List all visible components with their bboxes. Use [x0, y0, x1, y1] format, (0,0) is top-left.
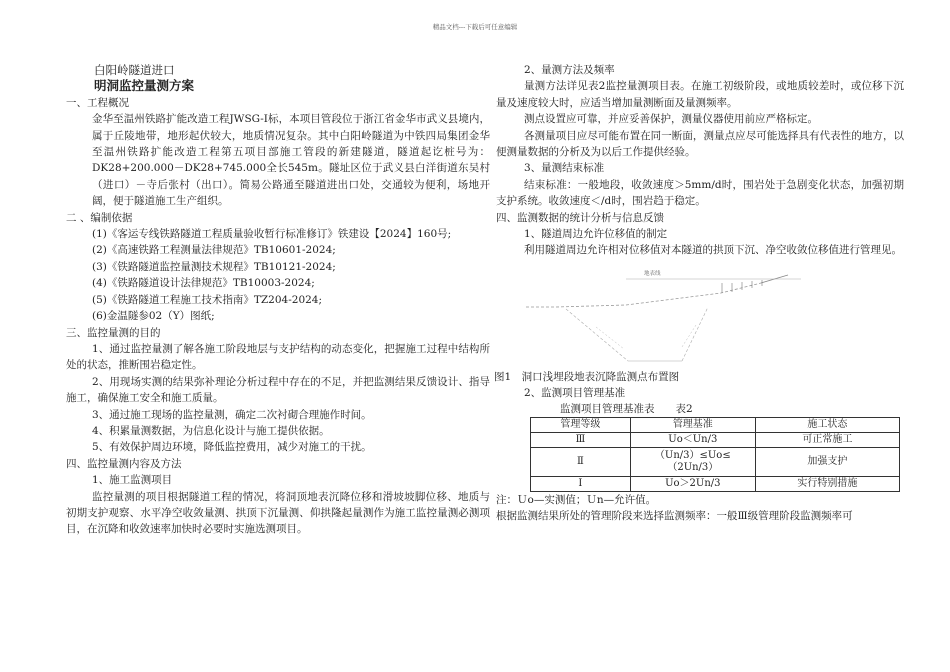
subheading-end-criteria: 3、量测结束标准	[524, 162, 605, 175]
section-heading-basis: 二 、编制依据	[66, 211, 133, 224]
measurement-layout-paragraph: 各测量项目应尽可能布置在同一断面，测量点应尽可能选择具有代表性的地方，以便测量数据的分析及为以后工作提供经验。	[496, 129, 904, 159]
section-heading-content: 四、监控量测内容及方法	[66, 457, 182, 470]
settlement-diagram	[496, 265, 904, 369]
purpose-item: 5、有效保护周边环境，降低监控费用，减少对施工的干扰。	[92, 441, 372, 454]
end-criteria-paragraph: 结束标准：一般地段，收敛速度＞5mm/d时，围岩处于急剧变化状态，加强初期支护系统。收敛速度＜/d时，围岩趋于稳定。	[496, 178, 904, 208]
table-cell: 加强支护	[755, 447, 899, 476]
table-cell: 实行特别措施	[755, 476, 899, 491]
basis-item: (1)《客运专线铁路隧道工程质量验收暂行标准修订》铁建设【2024】160号;	[92, 228, 452, 241]
figure-caption: 图1 洞口浅埋段地表沉降监测点布置图	[494, 370, 680, 383]
table-note: 注：Ｕo—实测值；Ｕn—允许值。	[496, 493, 657, 506]
right-column	[496, 62, 904, 524]
basis-item: (5)《铁路隧道工程施工技术指南》TZ204-2024;	[92, 293, 323, 306]
left-column	[66, 62, 490, 538]
ground-surface-line	[526, 283, 761, 307]
left-slope-line	[566, 309, 628, 361]
method-paragraph: 量测方法详见表2监控量测项目表。在施工初级阶段，或地质较差时，或位移下沉量及速度较大时，应适当增加量测断面及量测频率。	[496, 80, 904, 109]
table-cell: （Un/3）≤Uo≤（2Un/3）	[630, 447, 755, 476]
table-title: 监测项目管理基准表 表2	[560, 402, 693, 415]
doc-title-line2: 明洞监控量测方案	[94, 78, 195, 94]
table-cell: 可正常施工	[755, 432, 899, 447]
purpose-item: 4、积累量测数据，为信息化设计与施工提供依据。	[92, 424, 330, 437]
subheading-method: 2、量测方法及频率	[524, 64, 615, 76]
basis-item: (6)金温隧参02（Y）图纸;	[92, 310, 215, 323]
table-cell: Ⅲ	[531, 432, 631, 447]
monitoring-paragraph: 监控量测的项目根据隧道工程的情况，将洞顶地表沉降位移和滑坡坡脚位移、地质与初期支护观察、水平净空收敛量测、拱顶下沉量测、仰拱隆起量测作为施工监控量测必测项目，在沉降和收敛速率加快时必要时实施选测项目。	[66, 490, 490, 536]
table-header-row	[531, 417, 900, 432]
overview-paragraph: 金华至温州铁路扩能改造工程JWSG-I标，本项目管段位于浙江省金华市武义县境内，属于丘陵地带，地形起伏较大，地质情况复杂。其中白阳岭隧道为中铁四局集团金华至温州铁路扩能改造工程第五项目部施工管段的新建隧道，隧道起讫桩号为：DK28+200.000－DK28+745.000全长545m。隧址区位于武义县白洋街道东吴村（进口）－寺后张村（出口）。简易公路通至隧道进出口处，交通较为便利，场地开阔，便于隧道施工生产组织。	[92, 113, 490, 208]
subheading-allowable-displacement: 1、隧道周边允许位移值的制定	[524, 228, 668, 241]
table-cell: Ⅰ	[531, 476, 631, 491]
table-row	[531, 432, 900, 447]
settlement-points	[722, 280, 762, 293]
table-row	[531, 447, 900, 476]
frequency-paragraph: 根据监测结果所处的管理阶段来选择监测频率：一般Ⅲ级管理阶段监测频率可	[496, 509, 853, 522]
doc-title-line1: 白阳岭隧道进口	[94, 63, 175, 77]
subheading-management-criteria: 2、监测项目管理基准	[524, 386, 626, 399]
table-row	[531, 476, 900, 491]
purpose-item: 3、通过施工现场的监控量测，确定二次衬砌合理施作时间。	[92, 408, 372, 421]
basis-item: (2)《高速铁路工程测量法律规范》TB10601-2024;	[92, 244, 336, 257]
table-cell: Uo＜Un/3	[630, 432, 755, 447]
basis-item: (4)《铁路隧道设计法律规范》TB10003-2024;	[92, 277, 315, 290]
section-heading-analysis: 四、监测数据的统计分析与信息反馈	[496, 211, 664, 224]
purpose-item: 2、用现场实测的结果弥补理论分析过程中存在的不足，并把监测结果反馈设计、指导施工，确保施工安全和施工质量。	[66, 375, 490, 405]
criteria-table	[530, 417, 900, 492]
purpose-item: 1、通过监控量测了解各施工阶段地层与支护结构的动态变化，把握施工过程中结构所处的状态，推断围岩稳定性。	[66, 342, 490, 372]
table-cell: Uo＞2Un/3	[630, 476, 755, 491]
point-setting-text: 测点设置应可靠，并应妥善保护，测量仪器使用前应严格标定。	[524, 113, 818, 126]
basis-item: (3)《铁路隧道监控量测技术规程》TB10121-2024;	[92, 260, 336, 273]
right-slope-line	[682, 307, 708, 361]
table-header-cell: 管理基准	[630, 417, 755, 432]
section-heading-overview: 一、工程概况	[66, 96, 129, 109]
settlement-diagram-svg	[496, 265, 904, 369]
page-header: 精品文档---下载后可任意编辑	[432, 23, 518, 31]
ground-line-label: 地表线	[644, 270, 661, 277]
section-heading-purpose: 三、监控量测的目的	[66, 326, 161, 339]
allowable-displacement-paragraph: 利用隧道周边允许相对位移值对本隧道的拱顶下沉、净空收敛位移值进行管理见。	[524, 244, 902, 257]
table-header-cell: 施工状态	[755, 417, 899, 432]
table-cell: Ⅱ	[531, 447, 631, 476]
subheading-monitoring-items: 1、施工监测项目	[92, 474, 173, 487]
table-header-cell: 管理等级	[531, 417, 631, 432]
